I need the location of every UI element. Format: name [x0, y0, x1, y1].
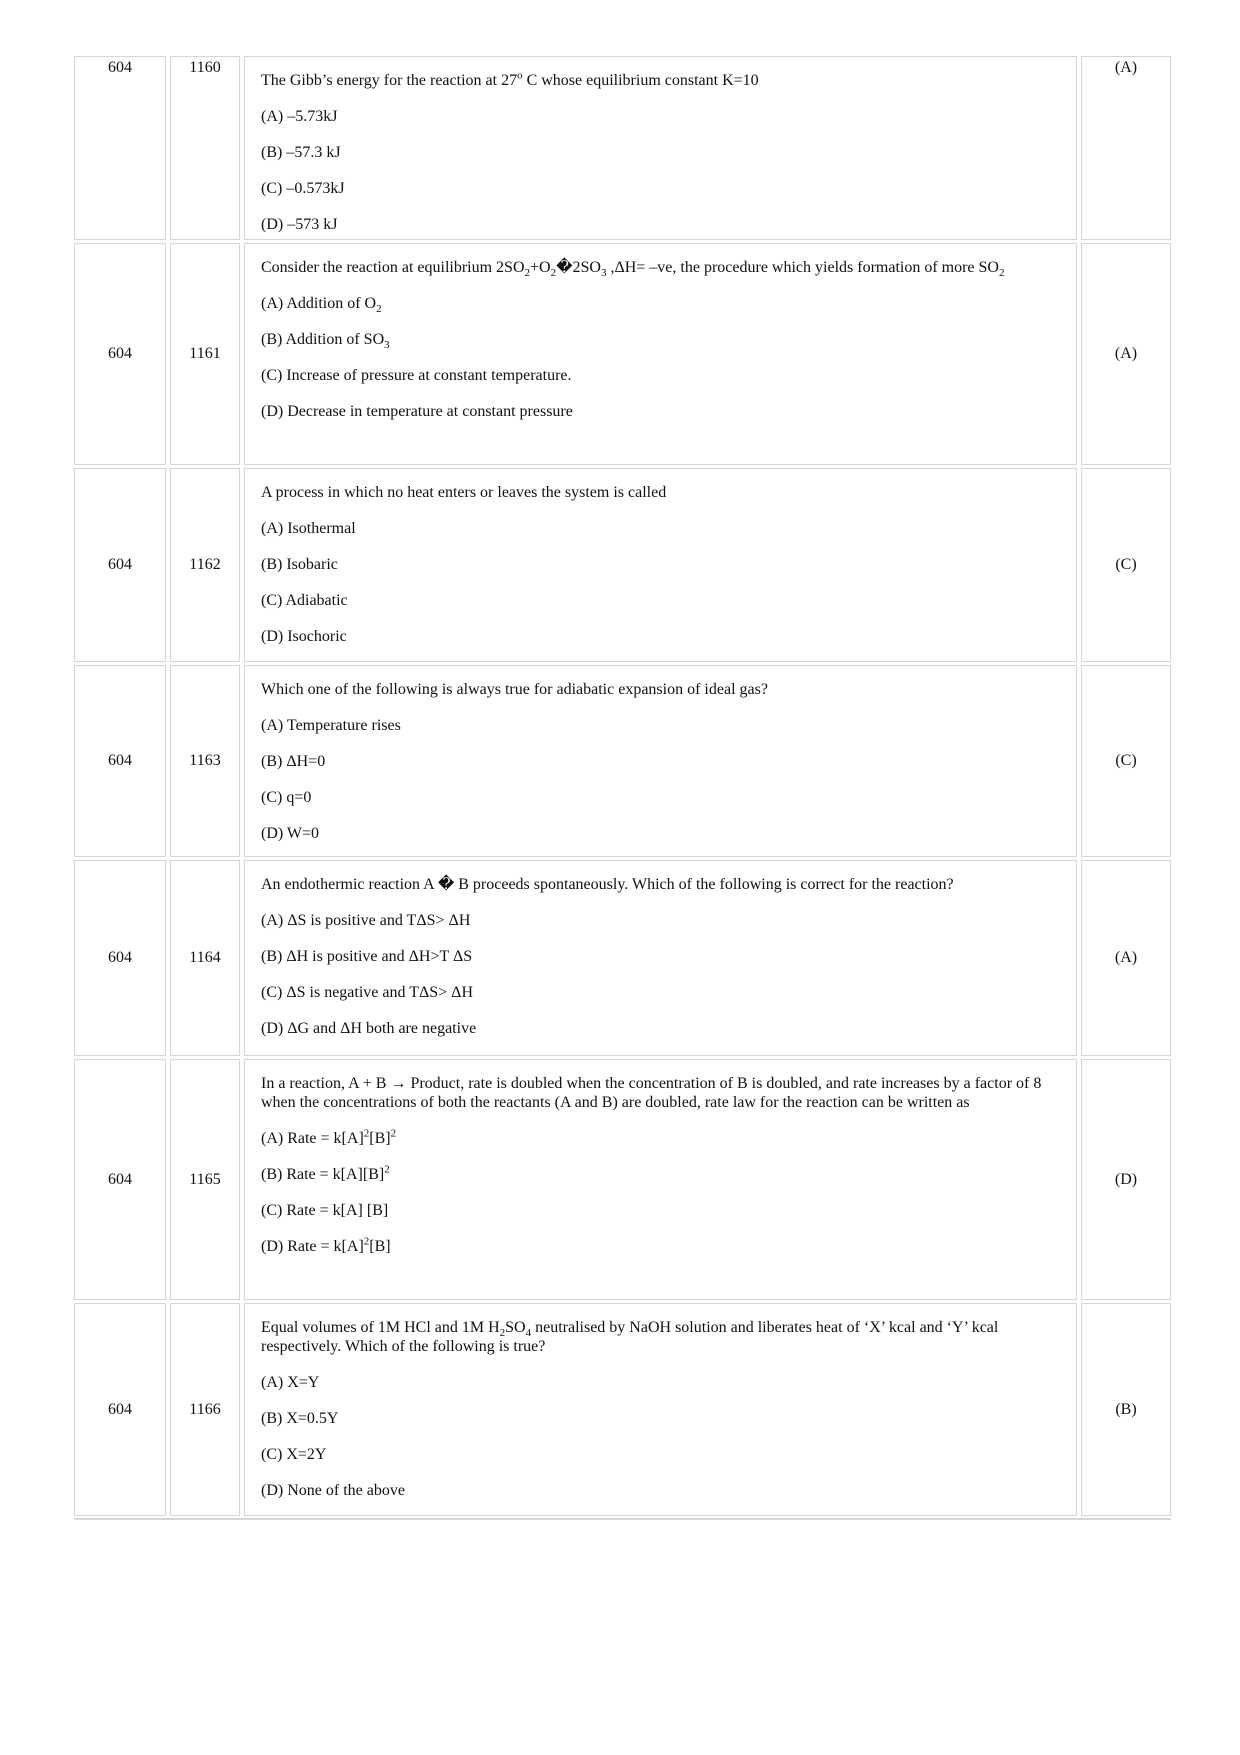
- answer-option: (D) Decrease in temperature at constant pressure: [261, 403, 573, 420]
- correct-answer: (C): [1115, 752, 1137, 769]
- correct-answer: (C): [1115, 556, 1137, 573]
- answer-option: (D) Isochoric: [261, 628, 347, 645]
- question-body: [245, 1060, 1076, 1257]
- question-body: [245, 666, 1076, 844]
- answer-cell: [1081, 665, 1171, 857]
- question-cell: [244, 56, 1077, 240]
- section-number: 604: [108, 1170, 132, 1188]
- answer-option: (C) ΔS is negative and TΔS> ΔH: [261, 984, 474, 1001]
- answer-cell: [1081, 243, 1171, 465]
- question-stem: The Gibb’s energy for the reaction at 27$^o$ C whose equilibrium constant K=10: [261, 69, 759, 89]
- answer-option: (D) Rate = $k[A]^2[B]$: [261, 1235, 391, 1255]
- question-cell: [244, 468, 1077, 662]
- answer-cell: [1081, 1303, 1171, 1516]
- answer-option: (C) –0.573kJ: [261, 180, 345, 197]
- answer-option: (A) Addition of $O_2$: [261, 295, 382, 316]
- table-row: [74, 860, 1171, 1056]
- answer-option: (C) Adiabatic: [261, 592, 348, 609]
- question-stem: Equal volumes of 1M HCl and 1M $H_2SO_4$ neutralised by NaOH solution and liberates heat of ‘X’ kcal and ‘Y’ kcal respectively. Which of the following is true?: [261, 1319, 999, 1355]
- section-cell: [74, 1303, 166, 1516]
- question-cell: [244, 1303, 1077, 1516]
- question-number: 1162: [189, 556, 221, 573]
- correct-answer: (D): [1114, 1170, 1138, 1188]
- question-number-cell: [170, 1059, 240, 1300]
- answer-option: (C) Increase of pressure at constant temperature.: [261, 367, 572, 384]
- question-number: 1164: [189, 949, 221, 966]
- answer-option: (B) –57.3 kJ: [261, 144, 341, 161]
- question-cell: [244, 665, 1077, 857]
- answer-option: (D) None of the above: [261, 1482, 405, 1499]
- question-number-cell: [170, 56, 240, 240]
- question-body: [245, 469, 1076, 647]
- question-number-cell: [170, 665, 240, 857]
- answer-option: (B) X=0.5Y: [261, 1410, 339, 1427]
- question-body: [245, 1304, 1076, 1501]
- question-table: [74, 56, 1171, 1520]
- question-stem: An endothermic reaction A � B proceeds spontaneously. Which of the following is correct for the reaction?: [261, 876, 954, 893]
- question-stem: Consider the reaction at equilibrium $2SO_2+O_2�2SO_3$ ,ΔH= –ve, the procedure which yields formation of more $SO_2$: [261, 259, 1005, 280]
- question-number-cell: [170, 860, 240, 1056]
- question-number-cell: [170, 243, 240, 465]
- table-row: [74, 56, 1171, 240]
- table-row: [74, 665, 1171, 857]
- question-number: 1165: [189, 1170, 221, 1188]
- table-row: [74, 468, 1171, 662]
- table-bottom-border: [74, 1518, 1171, 1520]
- section-number: 604: [108, 345, 132, 362]
- answer-option: (A) ΔS is positive and TΔS> ΔH: [261, 912, 471, 929]
- section-number: 604: [108, 752, 132, 769]
- question-number-cell: [170, 1303, 240, 1516]
- answer-cell: [1081, 1059, 1171, 1300]
- answer-option: (B) Addition of $SO_3$: [261, 331, 390, 352]
- question-cell: [244, 1059, 1077, 1300]
- table-row: [74, 1303, 1171, 1516]
- question-number: 1163: [189, 752, 221, 769]
- answer-option: (A) –5.73kJ: [261, 108, 338, 125]
- correct-answer: (A): [1114, 59, 1138, 76]
- answer-option: (C) q=0: [261, 789, 312, 806]
- answer-cell: [1081, 468, 1171, 662]
- question-number: 1166: [189, 1400, 221, 1418]
- table-row: [74, 1059, 1171, 1300]
- answer-option: (B) Isobaric: [261, 556, 338, 573]
- question-stem: Which one of the following is always true for adiabatic expansion of ideal gas?: [261, 681, 768, 698]
- section-cell: [74, 468, 166, 662]
- answer-option: (C) Rate = k[A] [B]: [261, 1202, 389, 1219]
- answer-option: (D) –573 kJ: [261, 216, 338, 233]
- answer-cell: [1081, 860, 1171, 1056]
- question-cell: [244, 243, 1077, 465]
- question-stem: A process in which no heat enters or leaves the system is called: [261, 484, 667, 501]
- correct-answer: (A): [1114, 949, 1138, 966]
- question-body: [245, 57, 1076, 235]
- answer-cell: [1081, 56, 1171, 240]
- answer-option: (B) ΔH=0: [261, 753, 326, 770]
- answer-option: (A) X=Y: [261, 1374, 320, 1391]
- section-number: 604: [108, 949, 132, 966]
- section-number: 604: [108, 556, 132, 573]
- correct-answer: (B): [1115, 1400, 1137, 1418]
- section-number: 604: [108, 1400, 132, 1418]
- question-number-cell: [170, 468, 240, 662]
- question-number: 1160: [189, 59, 221, 76]
- section-cell: [74, 860, 166, 1056]
- answer-option: (B) Rate = $k[A][B]^2$: [261, 1163, 390, 1183]
- question-body: [245, 244, 1076, 422]
- answer-option: (B) ΔH is positive and ΔH>T ΔS: [261, 948, 473, 965]
- section-cell: [74, 665, 166, 857]
- table-row: [74, 243, 1171, 465]
- section-cell: [74, 243, 166, 465]
- section-number: 604: [108, 59, 132, 76]
- answer-option: (A) Temperature rises: [261, 717, 401, 734]
- question-number: 1161: [189, 345, 221, 362]
- question-body: [245, 861, 1076, 1039]
- question-stem: In a reaction, A + B → Product, rate is doubled when the concentration of B is doubled, and rate increases by a factor of 8 when the concentrations of both the reactants (A and B) are doubled, rate law for the reaction can be written as: [261, 1075, 1042, 1111]
- answer-option: (D) W=0: [261, 825, 320, 842]
- section-cell: [74, 56, 166, 240]
- correct-answer: (A): [1114, 345, 1138, 362]
- question-cell: [244, 860, 1077, 1056]
- answer-option: (D) ΔG and ΔH both are negative: [261, 1020, 477, 1037]
- section-cell: [74, 1059, 166, 1300]
- answer-option: (A) Rate = $k[A]^2[B]^2$: [261, 1127, 397, 1147]
- answer-option: (C) X=2Y: [261, 1446, 327, 1463]
- answer-option: (A) Isothermal: [261, 520, 356, 537]
